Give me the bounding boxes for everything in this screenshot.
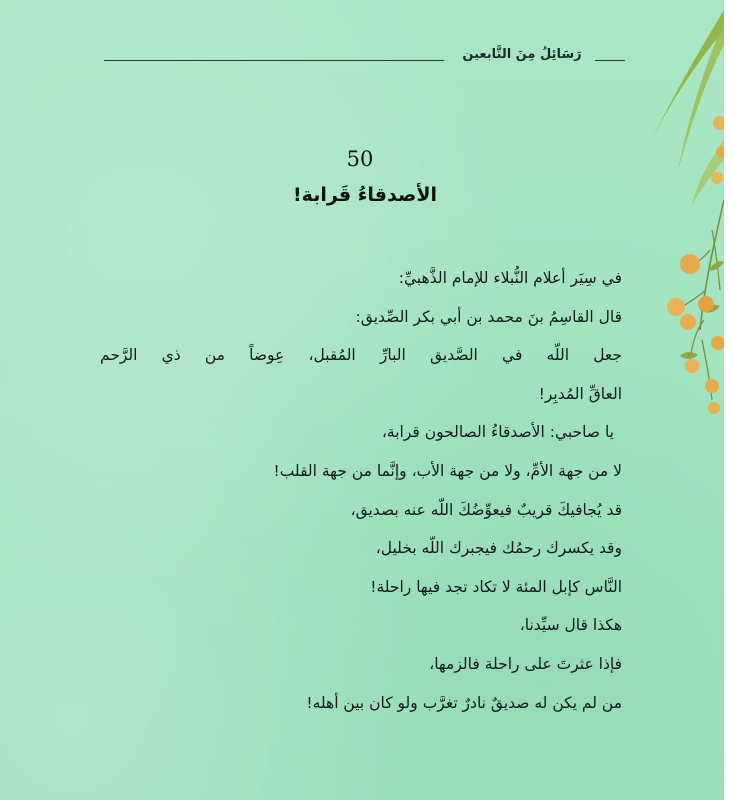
body-line: جعل اللّه في الصَّديق البارِّ المُقبل، عِوضاً من ذي الرَّحم [100, 346, 622, 365]
body-line: يا صاحبي: الأصدقاءُ الصالحون قرابة، [381, 423, 614, 442]
chapter-number: 50 [346, 147, 374, 171]
page-margin [724, 0, 733, 800]
body-line: لا من جهة الأمِّ، ولا من جهة الأب، وإنَّما من جهة القلب! [273, 461, 622, 480]
body-line: فإذا عثرتَ على راحلة فالزمها، [429, 654, 622, 673]
body-line: النَّاس كإبل المئة لا تكاد تجد فيها راحلة! [370, 577, 622, 596]
header-rule-left [104, 60, 444, 61]
body-line: وقد يكسرك رحمُك فيجبرك اللّه بخليل، [375, 539, 622, 558]
running-header-title: رَسَائِلُ مِنَ التَّابعين [462, 47, 582, 62]
body-line: من لم يكن له صديقٌ نادرٌ تغرَّب ولو كان بين أهله! [306, 693, 622, 712]
chapter-title: الأصدقاءُ قَرابة! [293, 184, 437, 206]
body-line: في سِيَر أعلام النُّبلاء للإمام الذَّهبيِّ: [398, 269, 622, 287]
body-line: العاقِّ المُدبِر! [538, 384, 622, 403]
poem-body [100, 259, 622, 722]
body-line: قد يُجافيكَ قريبٌ فيعوِّضُكَ اللّه عنه بصديق، [350, 500, 622, 519]
body-line: هكذا قال سيِّدنا، [519, 616, 622, 635]
body-line: قال القاسِمُ بنَ محمد بن أبي بكر الصِّديق: [355, 307, 622, 326]
leaf-and-flower-branch-icon [620, 0, 724, 430]
